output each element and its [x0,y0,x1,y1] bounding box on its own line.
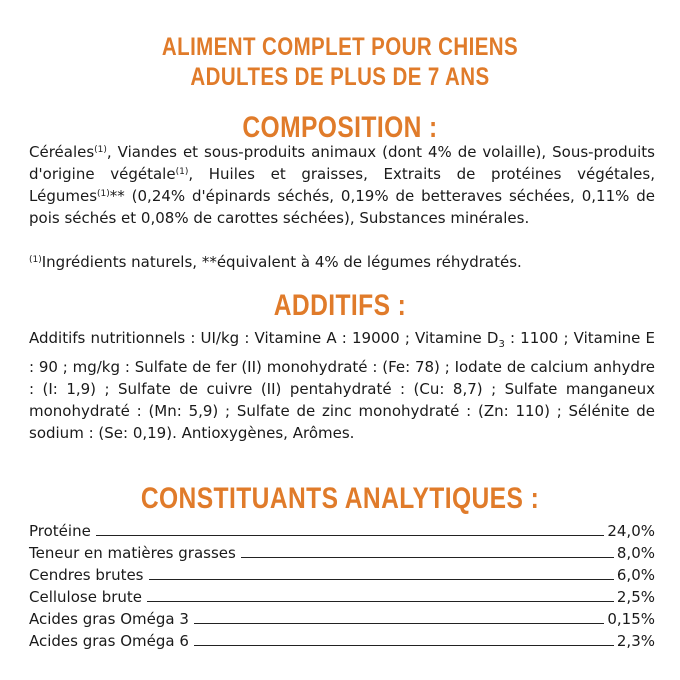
analytics-label: Acides gras Oméga 3 [29,610,189,628]
subscript: 3 [498,339,505,350]
additifs-text-part: : 1100 ; Vitamine E : 90 ; mg/kg : Sulfate de fer (II) monohydraté : (Fe: 78) ; Iodate de calcium anhydre : (I: 1,9) ; Sulfate de cuivre (II) pentahydraté : (Cu: 8,7) ; Sulfate manganeux monohydraté : (Mn: 5,9) ; Sulfate de zinc monohydraté : (Zn: 110) ; Sélénite de sodium : (Se: 0,19). Antioxygènes, Arômes. [29,329,655,442]
analytics-row [29,606,655,628]
analytics-label: Acides gras Oméga 6 [29,632,189,650]
composition-text [29,141,655,229]
additifs-text [29,327,655,444]
additifs-heading: ADDITIFS : [273,289,407,322]
leader-line [194,623,604,624]
constituants-heading: CONSTITUANTS ANALYTIQUES : [140,482,540,515]
leader-line [194,645,614,646]
analytics-label: Teneur en matières grasses [29,544,236,562]
analytics-value: 2,5% [616,588,655,606]
analytics-table [29,518,655,650]
composition-text-part: Céréales [29,143,95,161]
leader-line [147,601,614,602]
analytics-value: 0,15% [607,610,655,628]
page-title-line-2: ADULTES DE PLUS DE 7 ANS [190,63,490,91]
analytics-label: Cellulose brute [29,588,143,606]
footnote-text: Ingrédients naturels, **équivalent à 4% de légumes réhydratés. [41,253,522,271]
analytics-value: 2,3% [616,632,655,650]
additifs-text-part: Additifs nutritionnels : UI/kg : Vitamine A : 19000 ; Vitamine D [29,329,499,347]
analytics-row [29,562,655,584]
analytics-value: 24,0% [607,522,655,540]
page-title-line-1: ALIMENT COMPLET POUR CHIENS [161,33,519,61]
composition-text-part: , Huiles et graisses, Extraits de protéines végétales, Légumes [29,165,655,205]
leader-line [241,557,614,558]
composition-text-part: ** (0,24% d'épinards séchés, 0,19% de betteraves séchées, 0,11% de pois séchés et 0,08% de carottes séchées), Substances minérales. [29,187,655,227]
page-title [61,32,619,92]
analytics-row [29,584,655,606]
analytics-value: 6,0% [616,566,655,584]
analytics-label: Cendres brutes [29,566,144,584]
composition-heading: COMPOSITION : [242,111,438,144]
leader-line [96,535,605,536]
analytics-value: 8,0% [616,544,655,562]
composition-footnote [29,251,655,273]
composition-text-part: , Viandes et sous-produits animaux (dont 4% de volaille), Sous-produits d'origine végétale [29,143,655,183]
leader-line [149,579,614,580]
footnote-mark: (1) [175,167,189,177]
footnote-mark: (1) [97,189,110,199]
footnote-mark: (1) [94,145,107,155]
analytics-label: Protéine [29,522,91,540]
analytics-row [29,518,655,540]
analytics-row [29,540,655,562]
footnote-mark: (1) [29,255,42,265]
analytics-row [29,628,655,650]
